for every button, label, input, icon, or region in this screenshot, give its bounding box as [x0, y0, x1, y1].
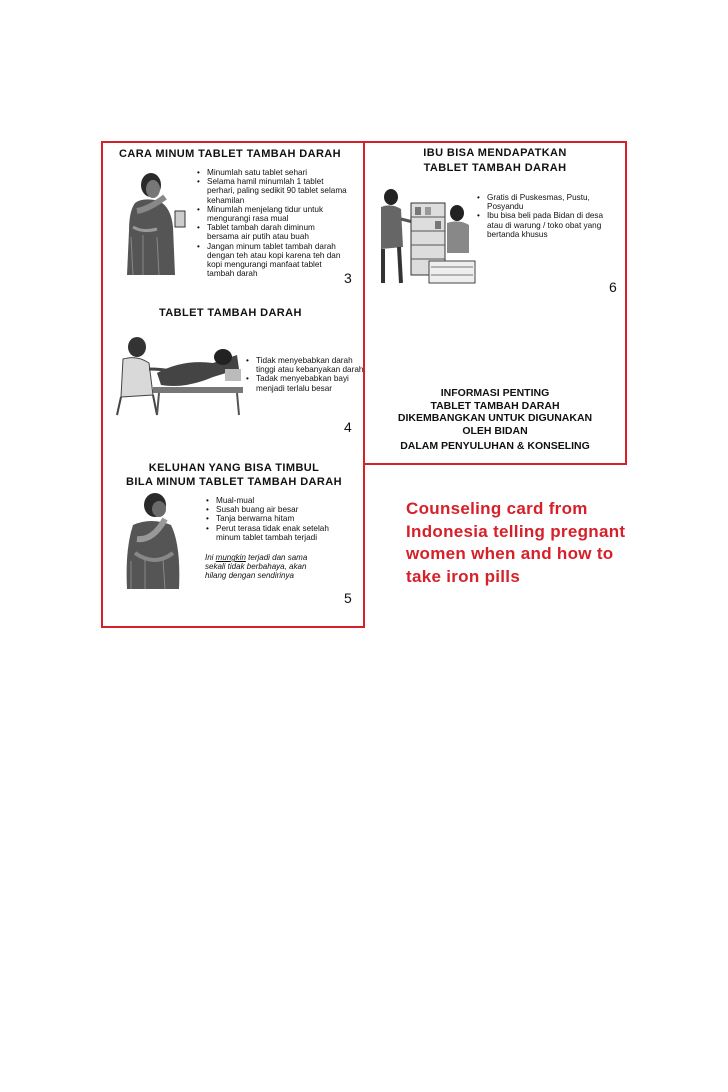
- info-line: TABLET TAMBAH DARAH: [430, 399, 560, 412]
- left-card-panel: [101, 141, 365, 628]
- info-line: DIKEMBANGKAN UNTUK DIGUNAKAN: [397, 412, 593, 424]
- woman-feeling-nauseous-illustration: [115, 489, 193, 593]
- midwife-examining-woman-illustration: [113, 329, 249, 417]
- card5-bullet: • Tanja berwarna hitam: [206, 514, 346, 523]
- card5-title-line1: KELUHAN YANG BISA TIMBUL: [148, 462, 320, 474]
- card3-bullet-list: [197, 168, 347, 278]
- card5-bullet: • Susah buang air besar: [206, 505, 346, 514]
- card5-bullet: • Perut terasa tidak enak setelah minum tablet tambah terjadi: [206, 524, 346, 542]
- info-line: INFORMASI PENTING: [440, 387, 550, 399]
- card3-bullet: • Selama hamil minumlah 1 tablet perhari, paling sedikit 90 tablet selama kehamilan: [197, 177, 347, 205]
- card4-bullet: • Tidak menyebabkan darah tinggi atau kebanyakan darah: [246, 356, 364, 374]
- card4-number: 4: [344, 419, 352, 435]
- important-info-block: [367, 387, 623, 453]
- card5-bullet-list: [206, 496, 346, 542]
- woman-buying-at-shop-illustration: [373, 183, 479, 289]
- card5-note-pre: Ini: [205, 553, 216, 562]
- card5-title: [113, 461, 355, 489]
- card5-bullet: • Mual-mual: [206, 496, 346, 505]
- card6-title-line1: IBU BISA MENDAPATKAN: [423, 147, 567, 159]
- card5-note-post: terjadi dan sama sekali tidak berbahaya, akan hilang dengan sendirinya: [205, 553, 308, 580]
- info-line: DALAM PENYULUHAN & KONSELING: [400, 440, 590, 452]
- card6-bullet-list: [477, 193, 607, 239]
- card5-title-line2: BILA MINUM TABLET TAMBAH DARAH: [126, 476, 342, 488]
- card3-number: 3: [344, 270, 352, 286]
- card3-bullet: • Jangan minum tablet tambah darah dengan teh atau kopi karena teh dan kopi mengurangi manfaat tablet tambah darah: [197, 242, 347, 279]
- right-card-panel: [363, 141, 627, 465]
- card6-title: [367, 146, 623, 176]
- figure-caption: Counseling card from Indonesia telling pregnant women when and how to take iron pills: [406, 499, 626, 586]
- card6-bullet: • Ibu bisa beli pada Bidan di desa atau di warung / toko obat yang bertanda khusus: [477, 211, 607, 239]
- card4-title: TABLET TAMBAH DARAH: [159, 307, 302, 319]
- card3-bullet: • Minumlah satu tablet sehari: [197, 168, 347, 177]
- card4-bullet: • Tadak menyebabkan bayi menjadi terlalu besar: [246, 374, 364, 392]
- card5-number: 5: [344, 590, 352, 606]
- card6-bullet: • Gratis di Puskesmas, Pustu, Posyandu: [477, 193, 607, 211]
- card3-bullet: • Minumlah menjelang tidur untuk mengurangi rasa mual: [197, 205, 347, 223]
- card3-bullet: • Tablet tambah darah diminum bersama air putih atau buah: [197, 223, 347, 241]
- card5-note-underlined: mungkin: [215, 553, 246, 562]
- card5-note: [205, 553, 323, 580]
- card3-title: CARA MINUM TABLET TAMBAH DARAH: [119, 148, 341, 160]
- card6-title-line2: TABLET TAMBAH DARAH: [423, 162, 567, 174]
- card4-bullet-list: [246, 356, 364, 393]
- woman-taking-pill-illustration: [113, 167, 195, 279]
- info-line: OLEH BIDAN: [462, 424, 528, 437]
- card6-number: 6: [609, 279, 617, 295]
